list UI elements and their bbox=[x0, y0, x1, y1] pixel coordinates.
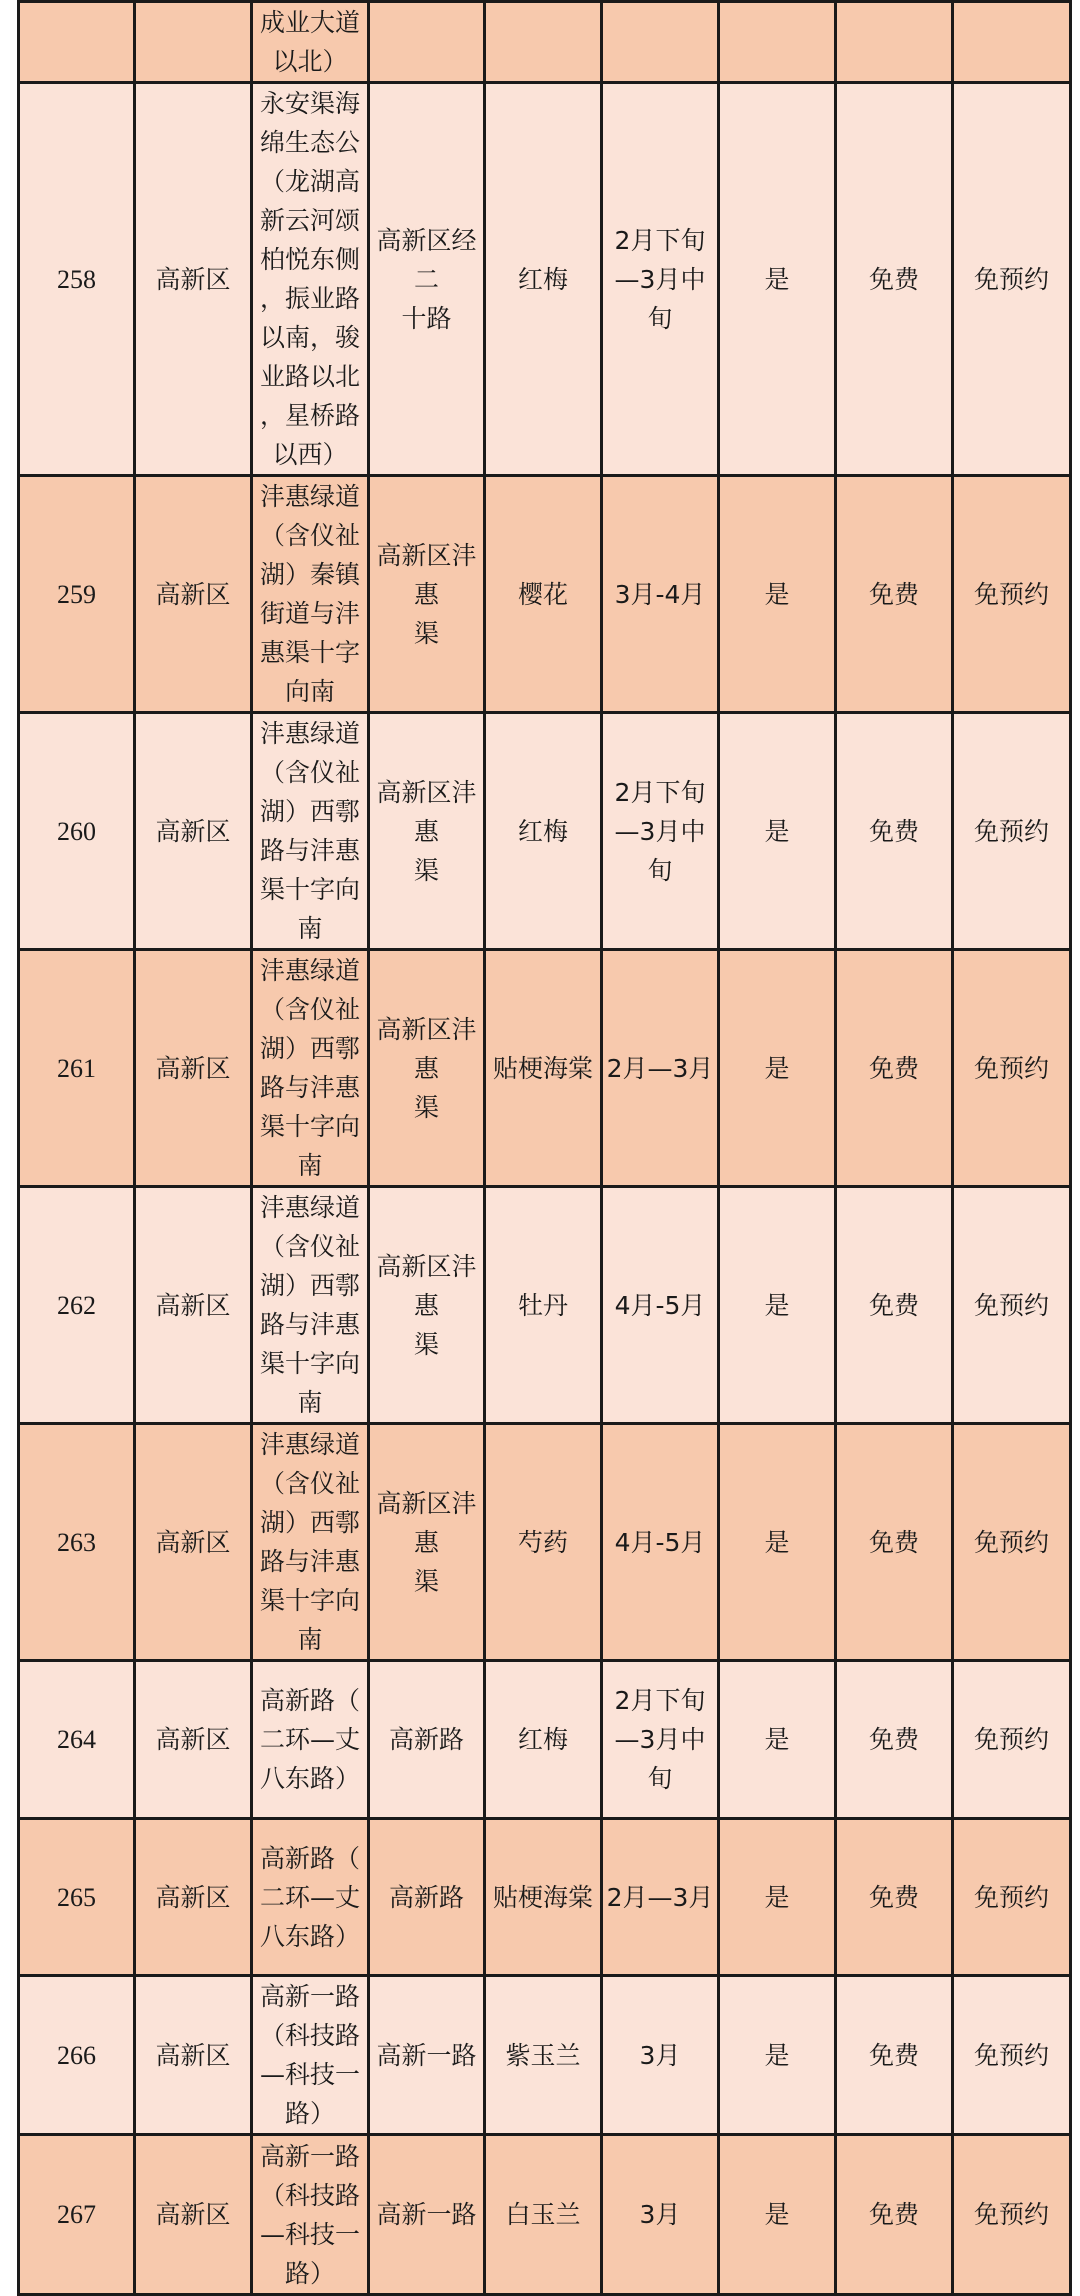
cell-road bbox=[369, 950, 485, 1187]
flower-text: 芍药 bbox=[517, 1527, 568, 1557]
cell-open bbox=[719, 1819, 836, 1976]
period-text: 4月-5月 bbox=[614, 1527, 706, 1557]
address-line: 以北） bbox=[272, 47, 348, 76]
cell-road bbox=[369, 83, 485, 476]
cell-district bbox=[135, 1661, 252, 1819]
cell-period bbox=[602, 2, 719, 83]
open-text: 是 bbox=[764, 1527, 790, 1557]
cell-booking bbox=[953, 1819, 1071, 1976]
cell-district bbox=[135, 713, 252, 950]
flower-text: 红梅 bbox=[517, 264, 568, 294]
cell-no bbox=[19, 1976, 135, 2135]
cell-period bbox=[602, 713, 719, 950]
road-text: 高新一路 bbox=[376, 2040, 477, 2070]
cell-road bbox=[369, 1819, 485, 1976]
road-text: 高新区沣惠 渠 bbox=[376, 777, 477, 885]
flower-text: 贴梗海棠 bbox=[492, 1882, 593, 1912]
cell-address bbox=[252, 1976, 369, 2135]
address-text: 高新一路 （科技路 —科技一 路） bbox=[259, 1982, 360, 2128]
table bbox=[17, 0, 1072, 2296]
table-row bbox=[19, 2135, 1071, 2295]
fee-text: 免费 bbox=[868, 1053, 919, 1083]
fee-text: 免费 bbox=[868, 579, 919, 609]
cell-no bbox=[19, 1187, 135, 1424]
cell-period bbox=[602, 1187, 719, 1424]
cell-road bbox=[369, 1976, 485, 2135]
fee-text: 免费 bbox=[868, 1882, 919, 1912]
cell-booking bbox=[953, 476, 1071, 713]
cell-district bbox=[135, 950, 252, 1187]
cell-fee bbox=[836, 2, 953, 83]
cell-open bbox=[719, 950, 836, 1187]
cell-no bbox=[19, 83, 135, 476]
cell-booking bbox=[953, 2, 1071, 83]
table-row-partial bbox=[19, 2, 1071, 83]
cell-period bbox=[602, 1819, 719, 1976]
no-text: 258 bbox=[57, 264, 96, 294]
flower-text: 白玉兰 bbox=[505, 2200, 581, 2229]
cell-open bbox=[719, 476, 836, 713]
table-row bbox=[19, 950, 1071, 1187]
cell-district bbox=[135, 1976, 252, 2135]
cell-district bbox=[135, 83, 252, 476]
cell-period bbox=[602, 476, 719, 713]
district-text: 高新区 bbox=[155, 2040, 231, 2070]
cell-address bbox=[252, 1661, 369, 1819]
cell-period bbox=[602, 2135, 719, 2295]
cell-road bbox=[369, 1424, 485, 1661]
cell-booking bbox=[953, 83, 1071, 476]
flower-text: 红梅 bbox=[517, 1725, 568, 1754]
address-text: 高新路（ 二环—丈 八东路） bbox=[259, 1686, 360, 1793]
booking-text: 免预约 bbox=[973, 1725, 1049, 1754]
cell-address bbox=[252, 1819, 369, 1976]
cell-booking bbox=[953, 2135, 1071, 2295]
address-text: 高新一路 （科技路 —科技一 路） bbox=[259, 2141, 360, 2288]
cell-address bbox=[252, 1424, 369, 1661]
road-text: 高新路 bbox=[388, 1725, 464, 1754]
cell-booking bbox=[953, 1661, 1071, 1819]
cell-no bbox=[19, 476, 135, 713]
cell-period bbox=[602, 83, 719, 476]
cell-open bbox=[719, 713, 836, 950]
cell-period bbox=[602, 1976, 719, 2135]
cell-booking bbox=[953, 1187, 1071, 1424]
cell-road bbox=[369, 1187, 485, 1424]
fee-text: 免费 bbox=[868, 1290, 919, 1320]
fee-text: 免费 bbox=[868, 264, 919, 294]
booking-text: 免预约 bbox=[973, 579, 1049, 609]
district-text: 高新区 bbox=[155, 579, 231, 609]
cell-address bbox=[252, 950, 369, 1187]
flower-text: 红梅 bbox=[517, 816, 568, 846]
table-row bbox=[19, 713, 1071, 950]
address-text: 沣惠绿道 （含仪祉 湖）西鄠 路与沣惠 渠十字向 南 bbox=[259, 1193, 360, 1417]
cell-fee bbox=[836, 2135, 953, 2295]
cell-flower bbox=[485, 476, 602, 713]
cell-address bbox=[252, 1187, 369, 1424]
cell-road bbox=[369, 1661, 485, 1819]
booking-text: 免预约 bbox=[973, 1527, 1049, 1557]
open-text: 是 bbox=[764, 1053, 790, 1083]
fee-text: 免费 bbox=[868, 2200, 919, 2229]
cell-road bbox=[369, 2, 485, 83]
cell-address bbox=[252, 2, 369, 83]
fee-text: 免费 bbox=[868, 1725, 919, 1754]
cell-period bbox=[602, 950, 719, 1187]
address-text: 沣惠绿道 （含仪祉 湖）西鄠 路与沣惠 渠十字向 南 bbox=[259, 1430, 360, 1654]
cell-flower bbox=[485, 1661, 602, 1819]
cell-period bbox=[602, 1661, 719, 1819]
cell-no bbox=[19, 2, 135, 83]
address-text: 沣惠绿道 （含仪祉 湖）西鄠 路与沣惠 渠十字向 南 bbox=[259, 719, 360, 943]
district-text: 高新区 bbox=[155, 1053, 231, 1083]
cell-fee bbox=[836, 1424, 953, 1661]
flower-viewing-table bbox=[17, 0, 1069, 2288]
district-text: 高新区 bbox=[155, 1527, 231, 1557]
no-text: 267 bbox=[57, 2200, 96, 2229]
cell-booking bbox=[953, 1424, 1071, 1661]
cell-open bbox=[719, 2, 836, 83]
cell-booking bbox=[953, 950, 1071, 1187]
cell-district bbox=[135, 2, 252, 83]
flower-text: 樱花 bbox=[517, 579, 568, 609]
address-text: 沣惠绿道 （含仪祉 湖）秦镇 街道与沣 惠渠十字 向南 bbox=[259, 482, 360, 706]
cell-district bbox=[135, 1424, 252, 1661]
period-text: 3月-4月 bbox=[614, 579, 706, 609]
cell-flower bbox=[485, 83, 602, 476]
cell-road bbox=[369, 2135, 485, 2295]
cell-open bbox=[719, 1424, 836, 1661]
cell-district bbox=[135, 476, 252, 713]
cell-flower bbox=[485, 1187, 602, 1424]
no-text: 260 bbox=[57, 816, 96, 846]
open-text: 是 bbox=[764, 579, 790, 609]
period-text: 3月 bbox=[639, 2200, 681, 2229]
period-text: 2月下旬 —3月中 旬 bbox=[614, 777, 706, 885]
district-text: 高新区 bbox=[155, 1725, 231, 1754]
road-text: 高新路 bbox=[388, 1882, 464, 1912]
cell-no bbox=[19, 1424, 135, 1661]
cell-flower bbox=[485, 2135, 602, 2295]
cell-fee bbox=[836, 1976, 953, 2135]
no-text: 265 bbox=[57, 1882, 96, 1912]
district-text: 高新区 bbox=[155, 1882, 231, 1912]
booking-text: 免预约 bbox=[973, 264, 1049, 294]
cell-no bbox=[19, 2135, 135, 2295]
flower-text: 牡丹 bbox=[517, 1290, 568, 1320]
open-text: 是 bbox=[764, 2040, 790, 2070]
cell-fee bbox=[836, 476, 953, 713]
address-text: 高新路（ 二环—丈 八东路） bbox=[259, 1843, 360, 1951]
road-text: 高新区经二 十路 bbox=[376, 225, 477, 333]
booking-text: 免预约 bbox=[973, 1882, 1049, 1912]
district-text: 高新区 bbox=[155, 2200, 231, 2229]
cell-open bbox=[719, 2135, 836, 2295]
period-text: 2月—3月 bbox=[606, 1053, 714, 1083]
cell-flower bbox=[485, 1976, 602, 2135]
cell-booking bbox=[953, 1976, 1071, 2135]
booking-text: 免预约 bbox=[973, 1053, 1049, 1083]
road-text: 高新区沣惠 渠 bbox=[376, 1014, 477, 1122]
cell-district bbox=[135, 1187, 252, 1424]
cell-fee bbox=[836, 1187, 953, 1424]
table-row bbox=[19, 1819, 1071, 1976]
booking-text: 免预约 bbox=[973, 1290, 1049, 1320]
no-text: 262 bbox=[57, 1290, 96, 1320]
open-text: 是 bbox=[764, 1882, 790, 1912]
cell-address bbox=[252, 476, 369, 713]
cell-fee bbox=[836, 950, 953, 1187]
table-row bbox=[19, 1661, 1071, 1819]
cell-open bbox=[719, 1976, 836, 2135]
cell-fee bbox=[836, 83, 953, 476]
period-text: 4月-5月 bbox=[614, 1290, 706, 1320]
fee-text: 免费 bbox=[868, 816, 919, 846]
road-text: 高新区沣惠 渠 bbox=[376, 540, 477, 648]
booking-text: 免预约 bbox=[973, 2200, 1049, 2229]
table-row bbox=[19, 476, 1071, 713]
address-text: 永安渠海 绵生态公 （龙湖高 新云河颂 柏悦东侧 ，振业路 以南，骏 业路以北 ，星桥路 以西） bbox=[259, 89, 360, 469]
fee-text: 免费 bbox=[868, 2040, 919, 2070]
address-text: 沣惠绿道 （含仪祉 湖）西鄠 路与沣惠 渠十字向 南 bbox=[259, 956, 360, 1180]
cell-booking bbox=[953, 713, 1071, 950]
fee-text: 免费 bbox=[868, 1527, 919, 1557]
no-text: 261 bbox=[57, 1053, 96, 1083]
cell-no bbox=[19, 1819, 135, 1976]
no-text: 266 bbox=[57, 2040, 96, 2070]
cell-open bbox=[719, 1187, 836, 1424]
no-text: 263 bbox=[57, 1527, 96, 1557]
open-text: 是 bbox=[764, 264, 790, 294]
open-text: 是 bbox=[764, 1290, 790, 1320]
booking-text: 免预约 bbox=[973, 816, 1049, 846]
district-text: 高新区 bbox=[155, 816, 231, 846]
address-line: 成业大道 bbox=[259, 8, 360, 37]
road-text: 高新一路 bbox=[376, 2200, 477, 2229]
flower-text: 紫玉兰 bbox=[505, 2040, 581, 2070]
open-text: 是 bbox=[764, 816, 790, 846]
table-row bbox=[19, 1424, 1071, 1661]
cell-road bbox=[369, 476, 485, 713]
cell-no bbox=[19, 950, 135, 1187]
cell-road bbox=[369, 713, 485, 950]
cell-open bbox=[719, 1661, 836, 1819]
cell-fee bbox=[836, 1819, 953, 1976]
cell-address bbox=[252, 713, 369, 950]
period-text: 2月—3月 bbox=[606, 1882, 714, 1912]
no-text: 259 bbox=[57, 579, 96, 609]
booking-text: 免预约 bbox=[973, 2040, 1049, 2070]
cell-address bbox=[252, 83, 369, 476]
period-text: 2月下旬 —3月中 旬 bbox=[614, 225, 706, 333]
district-text: 高新区 bbox=[155, 264, 231, 294]
road-text: 高新区沣惠 渠 bbox=[376, 1251, 477, 1359]
road-text: 高新区沣惠 渠 bbox=[376, 1488, 477, 1596]
cell-open bbox=[719, 83, 836, 476]
district-text: 高新区 bbox=[155, 1290, 231, 1320]
cell-address bbox=[252, 2135, 369, 2295]
table-row bbox=[19, 1187, 1071, 1424]
table-row bbox=[19, 83, 1071, 476]
table-row bbox=[19, 1976, 1071, 2135]
cell-flower bbox=[485, 2, 602, 83]
cell-no bbox=[19, 1661, 135, 1819]
cell-flower bbox=[485, 713, 602, 950]
cell-no bbox=[19, 713, 135, 950]
period-text: 3月 bbox=[639, 2040, 681, 2070]
cell-flower bbox=[485, 1424, 602, 1661]
cell-district bbox=[135, 1819, 252, 1976]
open-text: 是 bbox=[764, 1725, 790, 1754]
flower-text: 贴梗海棠 bbox=[492, 1053, 593, 1083]
cell-flower bbox=[485, 950, 602, 1187]
cell-fee bbox=[836, 713, 953, 950]
open-text: 是 bbox=[764, 2200, 790, 2229]
cell-district bbox=[135, 2135, 252, 2295]
cell-period bbox=[602, 1424, 719, 1661]
cell-flower bbox=[485, 1819, 602, 1976]
cell-fee bbox=[836, 1661, 953, 1819]
period-text: 2月下旬 —3月中 旬 bbox=[614, 1686, 706, 1793]
no-text: 264 bbox=[57, 1725, 96, 1754]
